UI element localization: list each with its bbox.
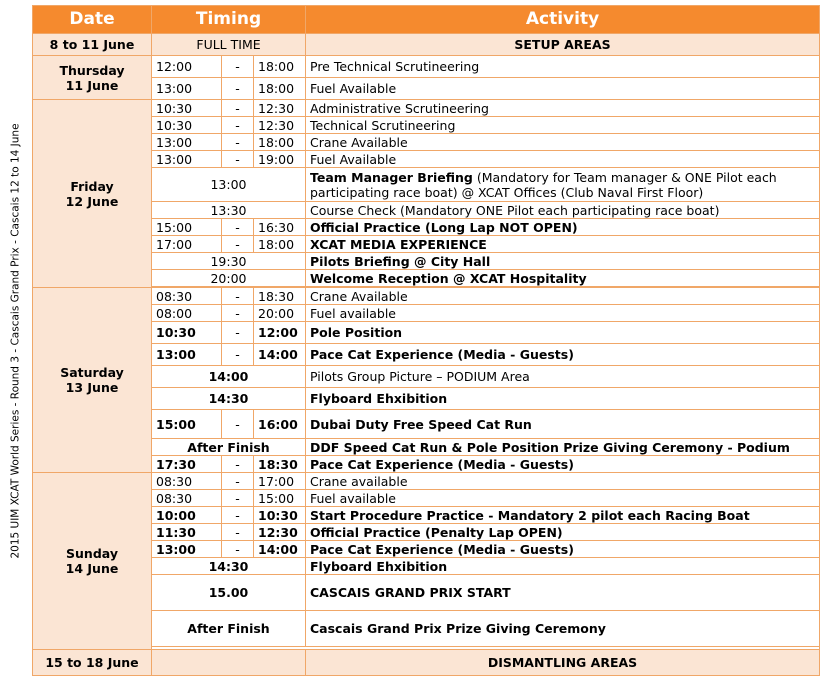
time-single: 15.00: [152, 575, 306, 611]
friday-row: [33, 168, 820, 202]
saturday-row: [33, 288, 820, 305]
friday-row: [33, 236, 820, 253]
sunday-day-date: 14 June: [65, 561, 119, 576]
activity-cell: Administrative Scrutineering: [306, 100, 820, 117]
saturday-row: [33, 410, 820, 439]
activity-cell: CASCAIS GRAND PRIX START: [306, 575, 820, 611]
time-start: 10:30: [152, 117, 222, 134]
thursday-date: [33, 56, 152, 100]
time-start: 10:00: [152, 507, 222, 524]
sunday-row: [33, 507, 820, 524]
time-dash: -: [222, 134, 254, 151]
time-end: 15:00: [254, 490, 306, 507]
schedule-table: [32, 5, 820, 676]
time-end: 14:00: [254, 541, 306, 558]
activity-cell: Pilots Briefing @ City Hall: [306, 253, 820, 270]
activity-cell: Pre Technical Scrutineering: [306, 56, 820, 78]
activity-cell: Fuel available: [306, 305, 820, 322]
time-start: 13:00: [152, 541, 222, 558]
friday-row: [33, 202, 820, 219]
saturday-day: Saturday: [60, 365, 124, 380]
activity-cell: Official Practice (Long Lap NOT OPEN): [306, 219, 820, 236]
time-dash: -: [222, 410, 254, 439]
friday-row: [33, 219, 820, 236]
setup-date: 8 to 11 June: [33, 34, 152, 56]
sunday-row: [33, 524, 820, 541]
activity-cell: Dubai Duty Free Speed Cat Run: [306, 410, 820, 439]
thursday-day-date: 11 June: [65, 77, 119, 93]
activity-cell: Pace Cat Experience (Media - Guests): [306, 456, 820, 473]
time-single: 14:00: [152, 366, 306, 388]
setup-timing: FULL TIME: [152, 34, 306, 56]
thursday-row: [33, 78, 820, 100]
saturday-row: [33, 322, 820, 344]
time-dash: -: [222, 541, 254, 558]
saturday-row: [33, 388, 820, 410]
sunday-row: [33, 490, 820, 507]
friday-row: [33, 253, 820, 270]
activity-cell: Welcome Reception @ XCAT Hospitality: [306, 270, 820, 287]
activity-cell: Start Procedure Practice - Mandatory 2 pilot each Racing Boat: [306, 507, 820, 524]
time-start: 13:00: [152, 78, 222, 100]
time-start: 17:30: [152, 456, 222, 473]
activity-cell: DDF Speed Cat Run & Pole Position Prize Giving Ceremony - Podium: [306, 439, 820, 456]
activity-cell: Pace Cat Experience (Media - Guests): [306, 344, 820, 366]
time-end: 12:00: [254, 322, 306, 344]
time-start: 17:00: [152, 236, 222, 253]
time-dash: -: [222, 507, 254, 524]
activity-cell: Official Practice (Penalty Lap OPEN): [306, 524, 820, 541]
activity-cell: XCAT MEDIA EXPERIENCE: [306, 236, 820, 253]
sunday-row: [33, 575, 820, 611]
time-start: 11:30: [152, 524, 222, 541]
saturday-row: [33, 305, 820, 322]
time-start: 13:00: [152, 344, 222, 366]
time-single: 20:00: [152, 270, 306, 287]
activity-cell: Pace Cat Experience (Media - Guests): [306, 541, 820, 558]
friday-day: Friday: [70, 178, 114, 194]
sunday-row: [33, 473, 820, 490]
friday-row: [33, 134, 820, 151]
time-dash: -: [222, 117, 254, 134]
activity-cell: Fuel available: [306, 490, 820, 507]
time-end: 20:00: [254, 305, 306, 322]
activity-cell: Crane Available: [306, 288, 820, 305]
friday-row: [33, 117, 820, 134]
time-start: 10:30: [152, 100, 222, 117]
header-date: Date: [33, 6, 152, 34]
activity-cell: Fuel Available: [306, 151, 820, 168]
activity-cell: Crane Available: [306, 134, 820, 151]
activity-cell: Fuel Available: [306, 78, 820, 100]
time-dash: -: [222, 490, 254, 507]
time-end: 18:30: [254, 288, 306, 305]
time-start: 10:30: [152, 322, 222, 344]
time-dash: -: [222, 305, 254, 322]
time-start: 08:00: [152, 305, 222, 322]
friday-day-date: 12 June: [65, 193, 119, 209]
time-end: 18:00: [254, 56, 306, 78]
time-start: 08:30: [152, 490, 222, 507]
time-dash: -: [222, 236, 254, 253]
saturday-row: [33, 366, 820, 388]
saturday-row: [33, 456, 820, 473]
time-dash: -: [222, 151, 254, 168]
time-single: 14:30: [152, 388, 306, 410]
friday-row: [33, 270, 820, 287]
saturday-date: [33, 288, 152, 473]
saturday-row: [33, 344, 820, 366]
time-start: 13:00: [152, 134, 222, 151]
time-end: 17:00: [254, 473, 306, 490]
time-dash: -: [222, 288, 254, 305]
time-dash: -: [222, 524, 254, 541]
briefing-rest: (Mandatory for Team manager & ONE Pilot each: [472, 169, 777, 185]
setup-activity: SETUP AREAS: [306, 34, 820, 56]
activity-cell: Crane available: [306, 473, 820, 490]
saturday-row: [33, 439, 820, 456]
friday-date: [33, 100, 152, 288]
time-end: 19:00: [254, 151, 306, 168]
time-start: 12:00: [152, 56, 222, 78]
time-single: After Finish: [152, 611, 306, 647]
time-end: 18:30: [254, 456, 306, 473]
activity-cell: Pilots Group Picture – PODIUM Area: [306, 366, 820, 388]
time-dash: -: [222, 473, 254, 490]
sunday-date: [33, 473, 152, 650]
activity-cell: Technical Scrutineering: [306, 117, 820, 134]
time-end: 12:30: [254, 117, 306, 134]
time-single: 19:30: [152, 253, 306, 270]
time-dash: -: [222, 78, 254, 100]
dismantle-activity: DISMANTLING AREAS: [306, 650, 820, 676]
time-single: 13:30: [152, 202, 306, 219]
time-end: 16:00: [254, 410, 306, 439]
time-start: 15:00: [152, 410, 222, 439]
time-end: 18:00: [254, 78, 306, 100]
activity-cell: Course Check (Mandatory ONE Pilot each participating race boat): [306, 202, 820, 219]
time-end: 16:30: [254, 219, 306, 236]
time-end: 18:00: [254, 134, 306, 151]
side-title: [0, 0, 32, 682]
side-title-text: 2015 UIM XCAT World Series - Round 3 - Cascais Grand Prix - Cascais 12 to 14 June: [10, 123, 22, 559]
thursday-day: Thursday: [59, 62, 125, 78]
time-end: 12:30: [254, 100, 306, 117]
time-single: After Finish: [152, 439, 306, 456]
sunday-row: [33, 541, 820, 558]
time-dash: -: [222, 322, 254, 344]
header-row: [33, 6, 820, 34]
header-timing: Timing: [152, 6, 306, 34]
briefing-title: Team Manager Briefing: [310, 169, 473, 185]
sunday-row: [33, 611, 820, 647]
friday-row: [33, 100, 820, 117]
activity-cell: Cascais Grand Prix Prize Giving Ceremony: [306, 611, 820, 647]
saturday-day-date: 13 June: [65, 380, 119, 395]
time-start: 15:00: [152, 219, 222, 236]
activity-cell: Flyboard Ehxibition: [306, 388, 820, 410]
time-end: 14:00: [254, 344, 306, 366]
sunday-day: Sunday: [66, 546, 118, 561]
header-activity: Activity: [306, 6, 820, 34]
activity-cell: Pole Position: [306, 322, 820, 344]
time-dash: -: [222, 456, 254, 473]
time-end: 18:00: [254, 236, 306, 253]
dismantle-timing: [152, 650, 306, 676]
time-single: 14:30: [152, 558, 306, 575]
time-start: 08:30: [152, 473, 222, 490]
briefing-line2: participating race boat) @ XCAT Offices (Club Naval First Floor): [310, 184, 704, 200]
dismantle-row: [33, 650, 820, 676]
time-dash: -: [222, 219, 254, 236]
sunday-row: [33, 558, 820, 575]
time-dash: -: [222, 56, 254, 78]
time-end: 12:30: [254, 524, 306, 541]
time-end: 10:30: [254, 507, 306, 524]
activity-cell: Flyboard Ehxibition: [306, 558, 820, 575]
time-dash: -: [222, 344, 254, 366]
setup-row: [33, 34, 820, 56]
dismantle-date: 15 to 18 June: [33, 650, 152, 676]
thursday-row: [33, 56, 820, 78]
time-start: 08:30: [152, 288, 222, 305]
friday-row: [33, 151, 820, 168]
time-dash: -: [222, 100, 254, 117]
time-start: 13:00: [152, 151, 222, 168]
activity-cell: [306, 168, 820, 202]
time-single: 13:00: [152, 168, 306, 202]
